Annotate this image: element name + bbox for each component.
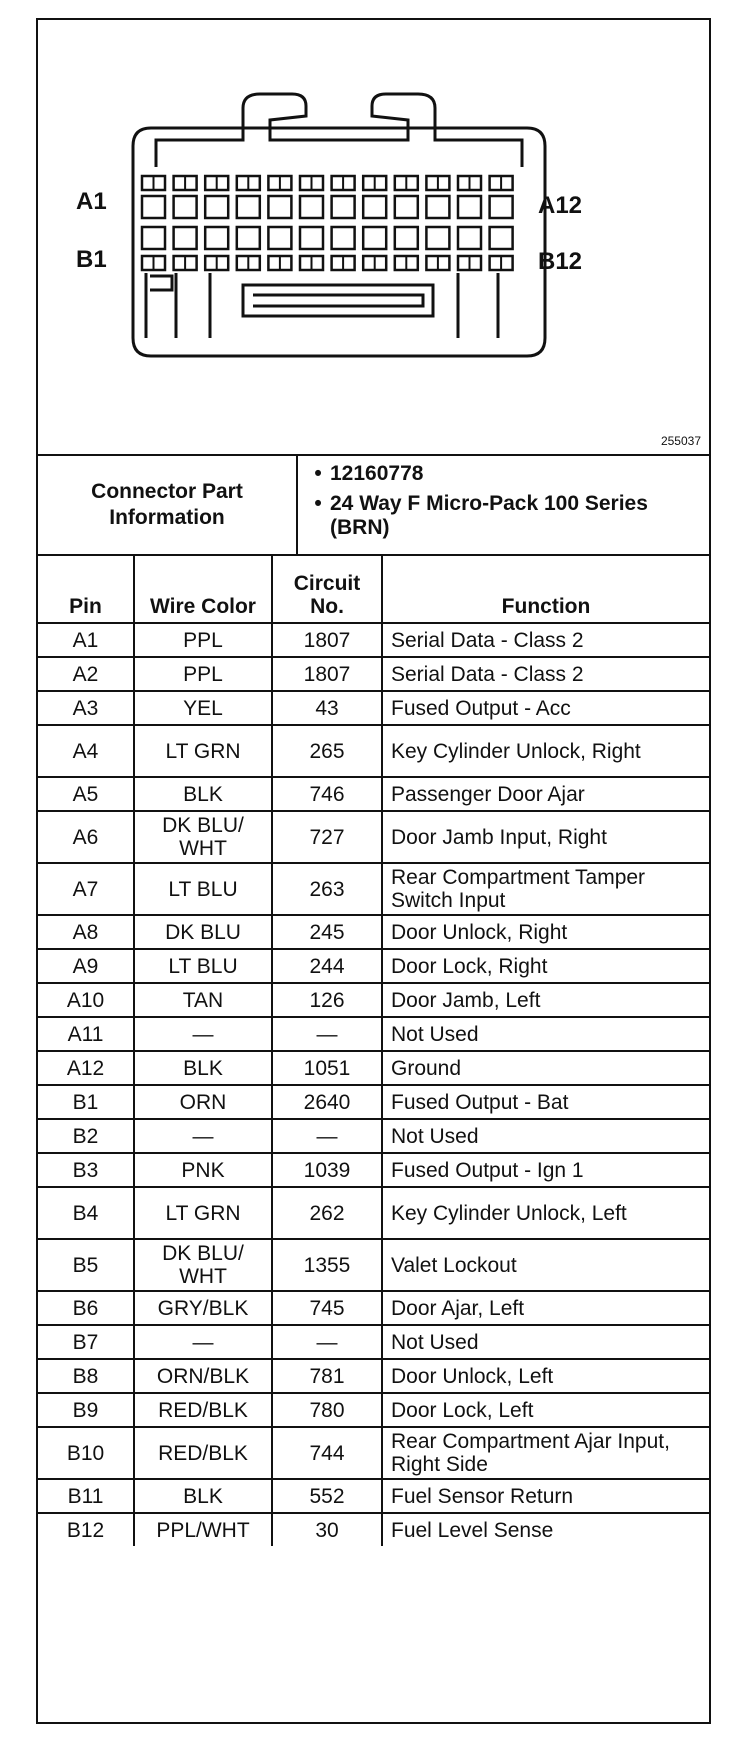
label-a12: A12 xyxy=(538,192,583,219)
bullet-icon: • xyxy=(314,462,322,485)
label-b1: B1 xyxy=(76,246,107,273)
connector-info-list xyxy=(306,462,701,546)
pin-cavity-a xyxy=(174,196,197,218)
label-a1: A1 xyxy=(76,188,107,215)
table-row: B9 RED/BLK 780 Door Lock, Left xyxy=(38,1393,709,1427)
pin-cavity-a xyxy=(395,196,418,218)
header-wire-color: Wire Color xyxy=(134,556,272,623)
connector-info-label: Connector Part Information xyxy=(38,456,298,554)
table-row: B5 DK BLU/ WHT 1355 Valet Lockout xyxy=(38,1239,709,1291)
pin-cavity-a xyxy=(205,196,228,218)
pin-cavity-b xyxy=(395,227,418,249)
latch-outline xyxy=(156,94,522,167)
table-row: B4 LT GRN 262 Key Cylinder Unlock, Left xyxy=(38,1187,709,1239)
pin-cavity-b xyxy=(205,227,228,249)
connector-figure xyxy=(38,20,709,456)
table-header-row xyxy=(38,556,709,623)
header-function: Function xyxy=(382,556,709,623)
table-row: A2 PPL 1807 Serial Data - Class 2 xyxy=(38,657,709,691)
pin-cavity-b xyxy=(426,227,449,249)
table-row: B11 BLK 552 Fuel Sensor Return xyxy=(38,1479,709,1513)
table-row: B10 RED/BLK 744 Rear Compartment Ajar Input, Right Side xyxy=(38,1427,709,1479)
pin-cavity-a xyxy=(458,196,481,218)
pin-cavity-a xyxy=(363,196,386,218)
table-row: B8 ORN/BLK 781 Door Unlock, Left xyxy=(38,1359,709,1393)
connector-part-info xyxy=(38,456,709,556)
pin-cavity-a xyxy=(332,196,355,218)
connector-shell xyxy=(133,128,545,356)
pin-cavity-b xyxy=(490,227,513,249)
table-row: A3 YEL 43 Fused Output - Acc xyxy=(38,691,709,725)
table-row: B3 PNK 1039 Fused Output - Ign 1 xyxy=(38,1153,709,1187)
table-row: A9 LT BLU 244 Door Lock, Right xyxy=(38,949,709,983)
pin-cavity-b xyxy=(237,227,260,249)
table-row: A10 TAN 126 Door Jamb, Left xyxy=(38,983,709,1017)
center-slot xyxy=(243,285,433,316)
table-row: B2 — — Not Used xyxy=(38,1119,709,1153)
connector-face-drawing xyxy=(38,20,709,456)
table-row: A5 BLK 746 Passenger Door Ajar xyxy=(38,777,709,811)
connector-sheet xyxy=(36,18,711,1724)
pin-cavity-b xyxy=(174,227,197,249)
info-item: • 12160778 xyxy=(306,462,701,486)
table-row: A4 LT GRN 265 Key Cylinder Unlock, Right xyxy=(38,725,709,777)
pin-cavity-a xyxy=(142,196,165,218)
table-row: A12 BLK 1051 Ground xyxy=(38,1051,709,1085)
pin-cavity-a xyxy=(237,196,260,218)
table-row: B6 GRY/BLK 745 Door Ajar, Left xyxy=(38,1291,709,1325)
pin-cavity-a xyxy=(490,196,513,218)
table-row: B12 PPL/WHT 30 Fuel Level Sense xyxy=(38,1513,709,1546)
pin-cavity-b xyxy=(332,227,355,249)
table-row: A6 DK BLU/ WHT 727 Door Jamb Input, Right xyxy=(38,811,709,863)
pin-cavity-a xyxy=(426,196,449,218)
table-row: A1 PPL 1807 Serial Data - Class 2 xyxy=(38,623,709,657)
pin-cavity-b xyxy=(142,227,165,249)
pin-cavity-b xyxy=(363,227,386,249)
table-row: B7 — — Not Used xyxy=(38,1325,709,1359)
pin-cavity-a xyxy=(268,196,291,218)
info-item: • 24 Way F Micro-Pack 100 Series (BRN) xyxy=(306,492,701,540)
pin-cavity-b xyxy=(268,227,291,249)
header-pin: Pin xyxy=(38,556,134,623)
pin-cavity-b xyxy=(300,227,323,249)
figure-id: 255037 xyxy=(660,434,701,448)
header-circuit: Circuit No. xyxy=(272,556,382,623)
table-row: A8 DK BLU 245 Door Unlock, Right xyxy=(38,915,709,949)
pinout-table xyxy=(38,556,709,1546)
table-row: A11 — — Not Used xyxy=(38,1017,709,1051)
keying-feature xyxy=(146,273,176,338)
label-b12: B12 xyxy=(538,248,583,275)
table-row: A7 LT BLU 263 Rear Compartment Tamper Switch Input xyxy=(38,863,709,915)
pin-cavity-a xyxy=(300,196,323,218)
table-row: B1 ORN 2640 Fused Output - Bat xyxy=(38,1085,709,1119)
pin-cavity-b xyxy=(458,227,481,249)
bullet-icon: • xyxy=(314,492,322,515)
